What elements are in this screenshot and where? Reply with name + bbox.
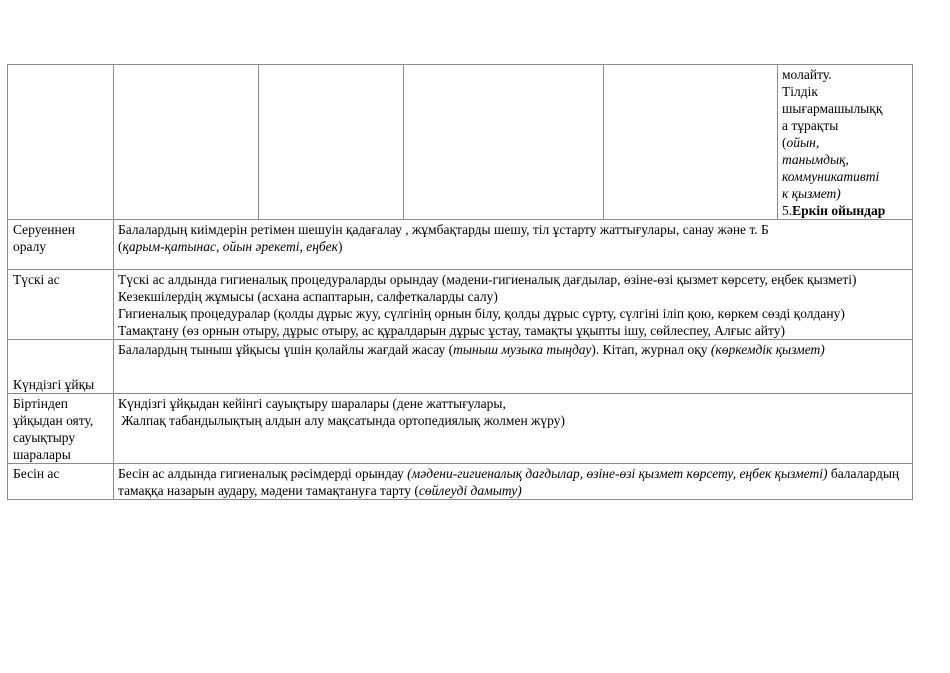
- empty-cell: [114, 65, 259, 220]
- italic-text: к қызмет): [782, 186, 841, 201]
- row-content: [114, 340, 913, 394]
- content-text: Тамақтану (өз орнын отыру, дұрыс отыру, ас құралдарын дұрыс ұстау, тамақты ұқыпты ішу, сөйлеспеу, Алғыс айту): [118, 323, 785, 338]
- cell-text-italic-line: [782, 134, 908, 151]
- italic-text: тыныш музыка тыңдау: [453, 342, 592, 357]
- content-text: ). Кітап, журнал оқу: [591, 342, 708, 357]
- empty-cell: [259, 65, 404, 220]
- cell-text: а тұрақты: [782, 118, 839, 133]
- row-label: Түскі ас: [8, 270, 114, 340]
- paren-text: (: [782, 135, 787, 150]
- continuation-cell: [778, 65, 913, 220]
- row-label: Біртіндеп ұйқыдан ояту, сауықтыру шаралары: [8, 394, 114, 464]
- italic-text: коммуникативті: [782, 169, 880, 184]
- content-text: Күндізгі ұйқыдан кейінгі сауықтыру шаралары (дене жаттығулары,: [118, 396, 506, 411]
- row-content: [114, 464, 913, 500]
- paren-text: ): [338, 239, 343, 254]
- content-text: Кезекшілердің жұмысы (асхана аспаптарын, салфеткаларды салу): [118, 289, 498, 304]
- item-number: 5.: [782, 203, 793, 218]
- content-text: Жалпақ табандылықтың алдын алу мақсатында ортопедиялық жолмен жүру): [118, 413, 565, 428]
- bold-text: Еркін ойындар: [792, 203, 886, 218]
- row-content: [114, 394, 913, 464]
- row-content: [114, 220, 913, 270]
- content-text: балалардың тамаққа назарын аудару, мәдени тамақтануға тарту (: [118, 466, 900, 498]
- italic-text: (мәдени-гигиеналық дағдылар, өзіне-өзі қызмет көрсету, еңбек қызметі): [407, 466, 828, 481]
- cell-text: молайту.: [782, 67, 832, 82]
- content-text: Балалардың киімдерін ретімен шешуін қадағалау , жұмбақтарды шешу, тіл ұстарту жаттығулары, санау және т. Б: [118, 222, 769, 237]
- empty-cell: [8, 65, 114, 220]
- empty-cell: [404, 65, 604, 220]
- table-row-walk-return: [8, 220, 913, 270]
- italic-text: (көркемдік қызмет): [710, 342, 825, 357]
- table-row-continuation: [8, 65, 913, 220]
- cell-text-free-games: [782, 202, 908, 219]
- italic-text: танымдық,: [782, 152, 849, 167]
- italic-text: қарым-қатынас, ойын әрекеті, еңбек: [122, 239, 338, 254]
- row-label: Күндізгі ұйқы: [8, 340, 114, 394]
- empty-cell: [604, 65, 778, 220]
- content-text: Түскі ас алдында гигиеналық процедураларды орындау (мәдени-гигиеналық дағдылар, өзіне-өзі қызмет көрсету, еңбек қызметі): [118, 272, 857, 287]
- table-row-lunch: [8, 270, 913, 340]
- content-text: Бесін ас алдында гигиеналық рәсімдерді орындау: [118, 466, 408, 481]
- table-row-snack: [8, 464, 913, 500]
- schedule-table: [7, 64, 913, 500]
- italic-text: ойын,: [786, 135, 820, 150]
- paren-text: (: [118, 239, 123, 254]
- table-row-wakeup: [8, 394, 913, 464]
- content-text: Гигиеналық процедуралар (қолды дұрыс жуу, сүлгінің орнын білу, қолды дұрыс сүрту, сүлгіні іліп қою, көркем сөзді қолдану): [118, 306, 845, 321]
- row-label: Серуеннен оралу: [8, 220, 114, 270]
- table-row-nap: [8, 340, 913, 394]
- cell-text: Тілдік: [782, 84, 818, 99]
- cell-text: шығармашылыққ: [782, 101, 883, 116]
- row-label: Бесін ас: [8, 464, 114, 500]
- row-content: [114, 270, 913, 340]
- italic-text: сөйлеуді дамыту): [418, 483, 522, 498]
- content-text: Балалардың тыныш ұйқысы үшін қолайлы жағдай жасау (: [118, 342, 454, 357]
